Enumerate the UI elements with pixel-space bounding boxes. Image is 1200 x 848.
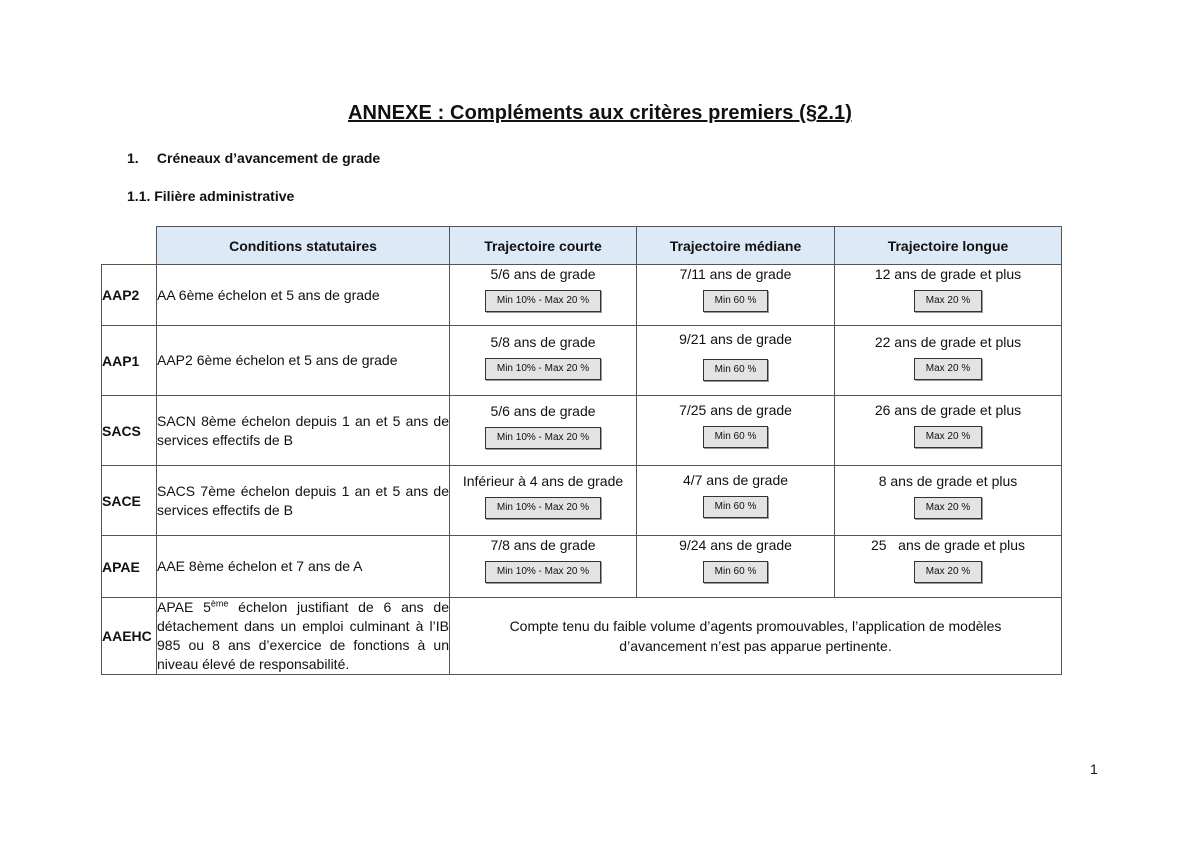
longue-range-box: Max 20 % <box>914 358 982 380</box>
mediane-text: 9/24 ans de grade <box>679 537 792 553</box>
merged-note-cell <box>450 598 1062 675</box>
longue-range-box: Max 20 % <box>914 561 982 583</box>
courte-text: Inférieur à 4 ans de grade <box>462 473 624 489</box>
condition-cell: SACN 8ème échelon depuis 1 an et 5 ans de services effectifs de B <box>157 396 450 466</box>
grade-code: AAEHC <box>102 598 157 675</box>
condition-cell: SACS 7ème échelon depuis 1 an et 5 ans de services effectifs de B <box>157 466 450 536</box>
table-row <box>102 326 1062 396</box>
condition-superscript: ème <box>210 598 229 609</box>
mediane-range-box: Min 60 % <box>703 496 769 518</box>
courte-text: 5/6 ans de grade <box>490 266 596 282</box>
longue-range-box: Max 20 % <box>914 290 982 312</box>
longue-cell <box>835 396 1062 466</box>
condition-cell: AA 6ème échelon et 5 ans de grade <box>157 265 450 326</box>
section-heading <box>127 150 380 166</box>
grade-code: SACE <box>102 466 157 536</box>
mediane-cell <box>637 326 835 396</box>
longue-text: 8 ans de grade et plus <box>878 473 1018 489</box>
courte-range-box: Min 10% - Max 20 % <box>485 497 601 519</box>
page-number: 1 <box>1090 761 1098 777</box>
longue-cell <box>835 536 1062 598</box>
longue-range-box: Max 20 % <box>914 497 982 519</box>
table-header-row <box>102 227 1062 265</box>
longue-cell <box>835 265 1062 326</box>
table-row <box>102 396 1062 466</box>
condition-cell: AAP2 6ème échelon et 5 ans de grade <box>157 326 450 396</box>
longue-cell <box>835 466 1062 536</box>
table-row <box>102 265 1062 326</box>
condition-cell: AAE 8ème échelon et 7 ans de A <box>157 536 450 598</box>
courte-text: 5/8 ans de grade <box>490 334 596 350</box>
mediane-cell <box>637 466 835 536</box>
mediane-range-box: Min 60 % <box>703 290 769 312</box>
table-row <box>102 536 1062 598</box>
courte-text: 5/6 ans de grade <box>490 403 596 419</box>
grade-code: AAP1 <box>102 326 157 396</box>
longue-text: 25 ans de grade et plus <box>870 537 1026 553</box>
mediane-range-box: Min 60 % <box>703 561 769 583</box>
section-label: Créneaux d’avancement de grade <box>156 150 381 166</box>
note-text: Compte tenu du faible volume d’agents promouvables, l’application de modèles d’avancement n’est pas apparue pertinente. <box>509 618 1002 654</box>
grade-code: AAP2 <box>102 265 157 326</box>
courte-cell <box>450 265 637 326</box>
courte-range-box: Min 10% - Max 20 % <box>485 358 601 380</box>
courte-cell <box>450 536 637 598</box>
courte-text: 7/8 ans de grade <box>490 537 596 553</box>
mediane-cell <box>637 396 835 466</box>
header-conditions: Conditions statutaires <box>157 227 450 265</box>
section-number: 1. <box>127 150 139 166</box>
longue-text: 26 ans de grade et plus <box>874 402 1022 418</box>
header-empty-cell <box>102 227 157 265</box>
mediane-cell <box>637 536 835 598</box>
mediane-range-box: Min 60 % <box>703 359 769 381</box>
table-row <box>102 466 1062 536</box>
longue-cell <box>835 326 1062 396</box>
mediane-text: 9/21 ans de grade <box>679 331 792 347</box>
condition-cell <box>157 598 450 675</box>
courte-cell <box>450 396 637 466</box>
courte-cell <box>450 466 637 536</box>
longue-text: 22 ans de grade et plus <box>874 334 1022 350</box>
condition-prefix: APAE 5 <box>157 599 211 615</box>
courte-cell <box>450 326 637 396</box>
mediane-range-box: Min 60 % <box>703 426 769 448</box>
mediane-text: 7/25 ans de grade <box>679 402 792 418</box>
subsection-heading: 1.1. Filière administrative <box>127 188 295 204</box>
mediane-text: 4/7 ans de grade <box>682 472 789 488</box>
courte-range-box: Min 10% - Max 20 % <box>485 427 601 449</box>
mediane-cell <box>637 265 835 326</box>
grade-table <box>101 226 1062 675</box>
header-trajectoire-mediane: Trajectoire médiane <box>637 227 835 265</box>
header-trajectoire-courte: Trajectoire courte <box>450 227 637 265</box>
grade-code: SACS <box>102 396 157 466</box>
grade-code: APAE <box>102 536 157 598</box>
condition-rest: échelon justifiant de 6 ans de détachement dans un emploi culminant à l’IB 985 ou 8 ans d’exercice de fonctions à un niveau élevé de responsabilité. <box>157 599 449 672</box>
page-title: ANNEXE : Compléments aux critères premiers (§2.1) <box>348 102 852 124</box>
table-row <box>102 598 1062 675</box>
longue-text: 12 ans de grade et plus <box>874 266 1022 282</box>
courte-range-box: Min 10% - Max 20 % <box>485 561 601 583</box>
courte-range-box: Min 10% - Max 20 % <box>485 290 601 312</box>
longue-range-box: Max 20 % <box>914 426 982 448</box>
mediane-text: 7/11 ans de grade <box>679 266 792 282</box>
header-trajectoire-longue: Trajectoire longue <box>835 227 1062 265</box>
